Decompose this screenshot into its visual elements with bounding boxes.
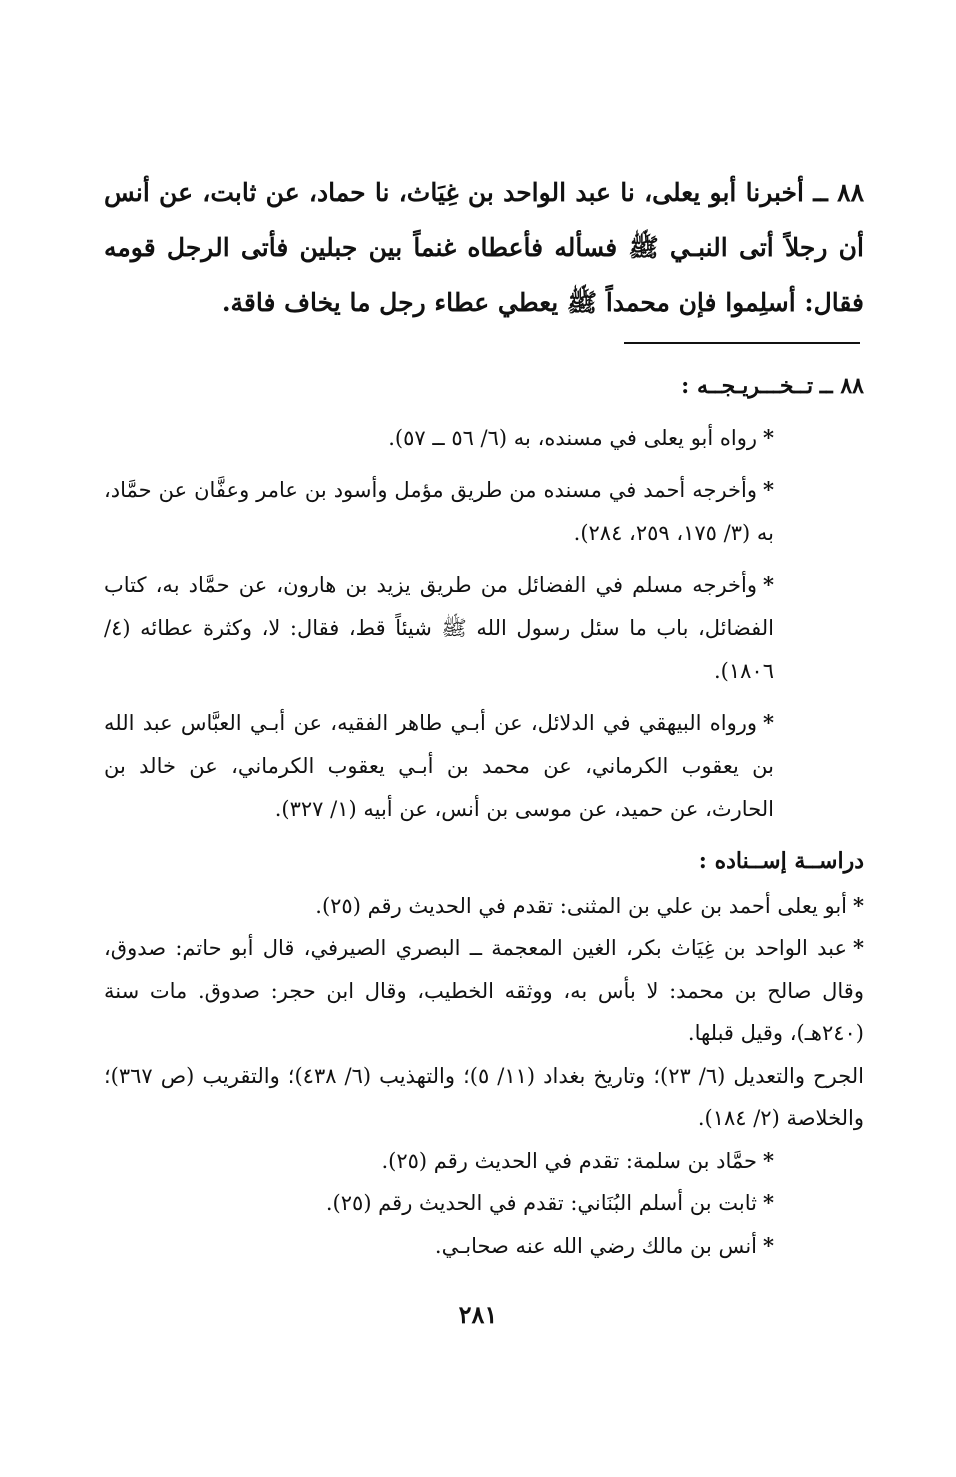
takhrij-item: *وأخرجه مسلم في الفضائل من طريق يزيد بن هارون، عن حمَّاد به، كتاب الفضائل، باب ما سئل رسول الله ﷺ شيئاً قط، فقال: لا، وكثرة عطائه (٤/ ١٨٠٦). xyxy=(104,572,774,683)
dirasa-references: الجرح والتعديل (٦/ ٢٣)؛ وتاريخ بغداد (١١/ ٥)؛ والتهذيب (٦/ ٤٣٨)؛ والتقريب (ص ٣٦٧)؛ والخلاصة (٢/ ١٨٤). xyxy=(104,1063,864,1130)
bullet-star-icon: * xyxy=(763,1147,774,1173)
dirasa-item: *عبد الواحد بن غِيَاث بكر، الغين المعجمة ــ البصري الصيرفي، قال أبو حاتم: صدوق، وقال صالح بن محمد: لا بأس به، ووثقه الخطيب، وقال ابن حجر: صدوق. مات سنة (٢٤٠هـ)، وقيل قبلها. xyxy=(104,935,864,1045)
bullet-star-icon: * xyxy=(763,1190,774,1215)
hadith-text xyxy=(104,165,864,330)
page-number: ٢٨١ xyxy=(458,1300,498,1329)
bullet-star-icon: * xyxy=(763,425,774,450)
dirasa-section xyxy=(104,840,864,1267)
takhrij-item: *رواه أبو يعلى في مسنده، به (٦/ ٥٦ ــ ٥٧). xyxy=(388,425,774,450)
bullet-star-icon: * xyxy=(763,710,774,735)
takhrij-heading-label: تــخـــريـجــه : xyxy=(681,373,814,399)
takhrij-heading-number: ٨٨ ــ xyxy=(819,373,864,399)
takhrij-item: *ورواه البيهقي في الدلائل، عن أبـي طاهر الفقيه، عن أبـي العبَّاس عبد الله بن يعقوب الكرماني، عن محمد بن أبـي يعقوب الكرماني، عن خالد بن الحارث، عن حميد، عن موسى بن أنس، عن أبيه (١/ ٣٢٧). xyxy=(104,710,774,821)
bullet-star-icon: * xyxy=(763,477,774,502)
footnote-divider xyxy=(624,342,860,344)
takhrij-item: *وأخرجه أحمد في مسنده من طريق مؤمل وأسود بن عامر وعفَّان عن حمَّاد، به (٣/ ١٧٥، ٢٥٩، ٢٨٤). xyxy=(104,477,774,545)
hadith-paragraph: ٨٨ ــ أخبرنا أبو يعلى، نا عبد الواحد بن غِيَاث، نا حماد، عن ثابت، عن أنس أن رجلاً أتى النبـي ﷺ فسأله فأعطاه غنماً بين جبلين فأتى الرجل قومه فقال: أسلِموا فإن محمداً ﷺ يعطي عطاء رجل ما يخاف فاقة. xyxy=(104,178,864,317)
dirasa-item: *أبو يعلى أحمد بن علي بن المثنى: تقدم في الحديث رقم (٢٥). xyxy=(315,892,864,918)
bullet-star-icon: * xyxy=(853,935,864,960)
takhrij-heading xyxy=(104,365,864,408)
dirasa-item: *ثابت بن أسلم البُنَاني: تقدم في الحديث رقم (٢٥). xyxy=(325,1190,774,1215)
dirasa-title: دراســة إســناده : xyxy=(698,848,864,874)
bullet-star-icon: * xyxy=(853,892,864,918)
dirasa-item: *أنس بن مالك رضي الله عنه صحابـي. xyxy=(434,1232,774,1258)
bullet-star-icon: * xyxy=(763,1232,774,1258)
takhrij-section xyxy=(104,365,864,839)
bullet-star-icon: * xyxy=(763,572,774,597)
dirasa-item: *حمَّاد بن سلمة: تقدم في الحديث رقم (٢٥). xyxy=(381,1147,774,1173)
